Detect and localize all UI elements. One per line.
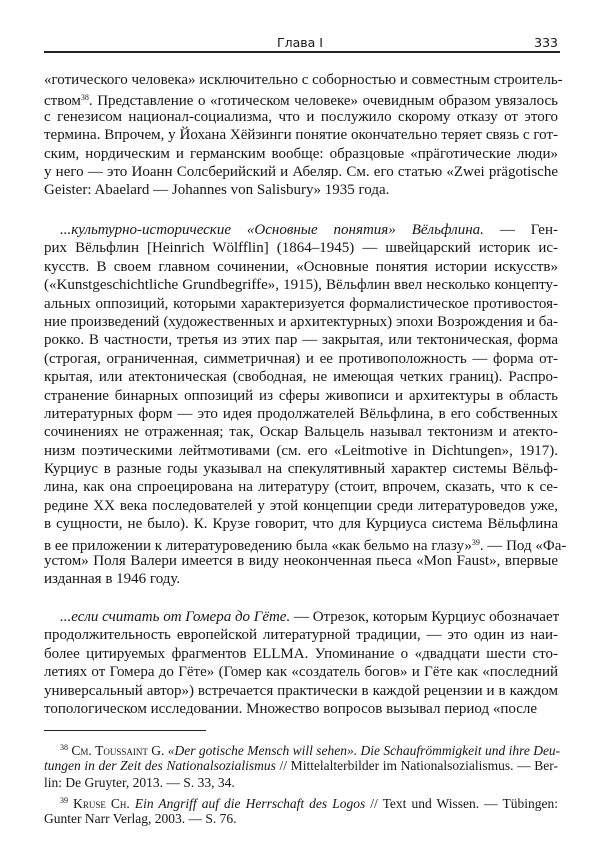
footnote-reference: 39: [471, 537, 480, 547]
running-title: Глава I: [277, 35, 323, 50]
text-run: ние произведений (художественных и архитектурных) эпохи Возрождения и ба-: [44, 313, 558, 330]
text-line: [44, 739, 561, 758]
footnote-38: [44, 739, 561, 792]
text-run: // Text und Wissen. — Tübingen:: [365, 796, 558, 811]
text-run: странение бинарных оппозиций из сферы живописи и архитектуры в область: [44, 387, 558, 404]
text-run: // Mittelalterbilder im Nationalsozialismus. — Ber-: [275, 757, 559, 773]
text-line: [44, 126, 558, 144]
text-line: [44, 626, 558, 644]
text-line: [44, 276, 558, 294]
text-line: [44, 663, 558, 681]
text-line: [44, 810, 558, 828]
text-run: изданная в 1946 году.: [44, 571, 181, 588]
text-line: [44, 221, 558, 239]
text-line: [44, 239, 558, 257]
text-line: [44, 108, 558, 126]
text-line: [44, 89, 558, 110]
text-run: ...если считать от Гомера до Гёте.: [60, 609, 291, 625]
text-run: . — Под «Фа-: [479, 537, 567, 554]
text-run: альных оппозиций, которыми характеризуется формалистическое противостоя-: [44, 295, 558, 312]
text-run: — Отрезок, которым Курциус обозначает: [290, 609, 560, 625]
text-line: [44, 405, 558, 423]
paragraph-gothic-man: [44, 71, 563, 200]
text-run: с генезисом национал-социализма, что и послужило скорому отказу от этого: [44, 108, 558, 125]
text-run: литературных форм — это идея продолжателей Вёльфлина, в его собственных: [44, 405, 558, 422]
text-line: [44, 387, 558, 405]
text-run: термина. Впрочем, у Йохана Хёйзинги понятие окончательно теряет связь с гот-: [44, 127, 558, 144]
text-run: редине XX века последователей у этой концепции среди литературоведов уже,: [44, 497, 558, 514]
text-run: ...культурно-исторические «Основные понятия» Вёльфлина.: [60, 222, 484, 238]
text-line: [44, 258, 558, 276]
text-line: [44, 515, 558, 533]
text-line: [44, 497, 558, 515]
text-line: [44, 645, 558, 663]
text-run: более цитируемых фрагментов ELLMA. Упоминание о «двадцати шести сто-: [44, 645, 558, 662]
footnote-rule: [44, 730, 206, 731]
text-run: Gunter Narr Verlag, 2003. — S. 76.: [44, 810, 237, 826]
text-run: рих Вёльфлин [Heinrich Wölfflin] (1864–1945) — швейцарский историк ис-: [44, 240, 558, 257]
text-line: [44, 423, 558, 441]
text-run: сочинениях не отраженная; так, Оскар Вальцель называл тектонизм и атекто-: [44, 424, 558, 441]
text-run: Kruse Ch.: [68, 796, 135, 811]
text-line: [44, 757, 558, 775]
text-run: Geister: Abaelard — Johannes von Salisbury» 1935 года.: [44, 182, 390, 199]
text-line: [44, 460, 558, 478]
text-run: крытая, или атектоническая (свободная, не имеющая четких границ). Распро-: [44, 369, 558, 386]
footnote-reference: 38: [80, 93, 89, 103]
text-run: кусств. В своем главном сочинении, «Основные понятия истории искусств»: [44, 258, 558, 275]
text-line: [44, 368, 558, 386]
text-line: [44, 534, 567, 554]
text-run: летиях от Гомера до Гёте» (Гомер как «создатель богов» и Гёте как «последний: [44, 664, 558, 681]
text-line: [44, 350, 558, 368]
text-run: . Представление о «готическом человеке» очевидным образом увязалось: [88, 93, 558, 110]
text-run: tungen in der Zeit des Nationalsozialismus: [44, 757, 276, 773]
text-run: лина, как она спроецирована на литературу (стоит, впрочем, сказать, что к се-: [44, 479, 558, 496]
text-run: lin: De Gruyter, 2013. — S. 33, 34.: [44, 775, 235, 791]
text-run: ским, нордическим и германским вообще: образцовые «прäготические люди»: [44, 145, 558, 162]
text-line: [44, 570, 558, 588]
text-line: [44, 181, 558, 199]
text-run: в сущности, не было). К. Крузе говорит, что для Курциуса система Вёльфлина: [44, 516, 558, 533]
text-run: продолжительность европейской литературной традиции, — это один из наи-: [44, 627, 558, 644]
text-run: у него — это Иоанн Солсберийский и Абеляр. См. его статью «Zwei prägotische: [44, 163, 558, 180]
text-run: устом» Поля Валери имеется в виду неоконченная пьеса «Mon Faust», впервые: [44, 553, 558, 570]
text-run: («Kunstgeschichtliche Grundbegriffe», 1915), Вёльфлин ввел несколько концепту-: [44, 277, 558, 294]
text-run: «готического человека» исключительно с соборностью и совместным строитель-: [44, 72, 563, 88]
text-line: [44, 792, 558, 810]
text-line: [44, 774, 558, 792]
text-line: [44, 145, 558, 163]
page-number: 333: [534, 35, 558, 50]
text-line: [44, 608, 558, 626]
text-line: [44, 700, 558, 718]
text-run: «Der gotische Mensch will sehen». Die Schaufrömmigkeit und ihre Deu-: [167, 743, 561, 758]
paragraph-homer-goethe: [44, 608, 558, 718]
footnote-reference: 38: [60, 743, 68, 752]
text-line: [44, 163, 558, 181]
footnote-39: [44, 792, 558, 827]
text-run: — Ген-: [483, 222, 558, 238]
text-line: [44, 442, 558, 460]
text-run: См. Toussaint G.: [68, 743, 168, 758]
text-run: (строгая, ограниченная, симметричная) и ее противоположность — форма от-: [44, 350, 558, 367]
paragraph-wolfflin: [44, 221, 567, 589]
text-line: [44, 313, 558, 331]
text-line: [44, 478, 558, 496]
text-run: топологическом исследовании. Множество вопросов вызывал период «после: [44, 700, 538, 717]
text-line: [44, 552, 558, 570]
header-rule: [44, 51, 560, 53]
text-run: в ее приложении к литературоведению была «как бельмо на глазу»: [44, 537, 472, 554]
text-run: низм поэтическими лейтмотивами (см. его «Leitmotive in Dichtungen», 1917).: [44, 442, 558, 459]
text-line: [44, 331, 558, 349]
text-run: Курциус в разные годы указывал на спекулятивный характер системы Вёльф-: [44, 461, 558, 478]
text-run: универсальный автор») встречается практически в каждой рецензии и в каждом: [44, 682, 558, 699]
text-line: [44, 71, 563, 89]
text-line: [44, 682, 558, 700]
text-line: [44, 295, 558, 313]
text-run: рокко. В частности, третья из этих пар — закрытая, или тектоническая, форма: [44, 332, 558, 349]
text-run: Ein Angriff auf die Herrschaft des Logos: [134, 796, 366, 811]
footnote-reference: 39: [60, 796, 68, 805]
text-run: ством: [44, 93, 81, 110]
